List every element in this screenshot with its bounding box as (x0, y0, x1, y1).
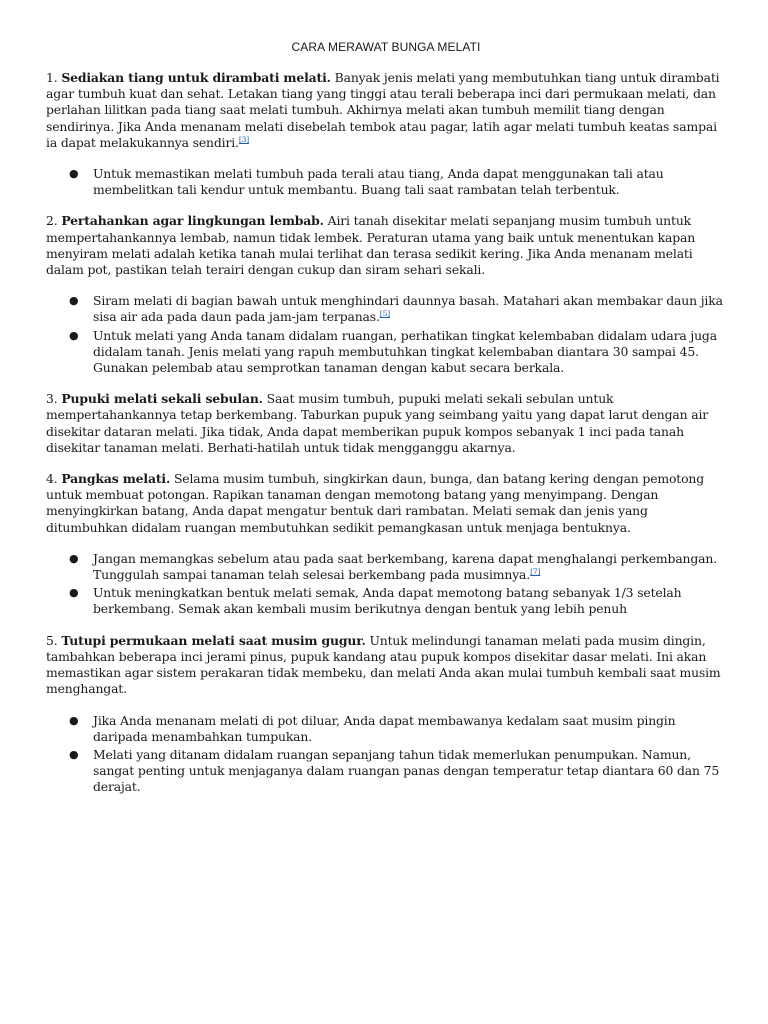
section-heading: Tutupi permukaan melati saat musim gugur. (61, 632, 366, 648)
bullet-item (46, 713, 726, 745)
bullet-icon: ● (69, 294, 79, 308)
section-body: Airi tanah disekitar melati sepanjang musim tumbuh untuk mempertahankannya lembab, namun tidak lembek. Peraturan utama yang baik untuk menentukan kapan menyiram melati adalah ketika tanah mulai terlihat dan terasa sedikit kering. Jika Anda menanam melati dalam pot, pastikan telah terairi dengan cukup dan siram sehari sekali. (46, 213, 696, 278)
bullet-text: Siram melati di bagian bawah untuk menghindari daunnya basah. Matahari akan membakar daun jika sisa air ada pada daun pada jam-jam terpanas. (93, 293, 723, 325)
bullet-item (46, 293, 726, 325)
section-number: 4. (46, 471, 58, 487)
bullet-item (46, 551, 726, 583)
section-number: 5. (46, 632, 58, 648)
section-body: Saat musim tumbuh, pupuki melati sekali sebulan untuk mempertahankannya tetap berkembang. Taburkan pupuk yang seimbang yaitu yang dapat larut dengan air disekitar dataran melati. Jika tidak, Anda dapat memberikan pupuk kompos sebanyak 1 inci pada tanah disekitar tanaman melati. Berhati-hatilah untuk tidak mengganggu akarnya. (46, 391, 709, 455)
section-4-paragraph (46, 471, 726, 536)
citation-link[interactable]: [7] (530, 566, 541, 576)
section-body: Untuk melindungi tanaman melati pada musim dingin, tambahkan beberapa inci jerami pinus, pupuk kandang atau pupuk kompos disekitar dasar melati. Ini akan memastikan agar sistem perakaran tidak membeku, dan melati Anda akan mulai tumbuh kembali saat musim menghangat. (46, 632, 721, 697)
bullet-text: Melati yang ditanam didalam ruangan sepanjang tahun tidak memerlukan penumpukan. Namun, sangat penting untuk menjaganya dalam ruangan panas dengan temperatur tetap diantara 60 dan 75 derajat. (93, 746, 720, 795)
bullet-item (46, 328, 726, 377)
section-4-bullets (46, 551, 726, 618)
section-body: Banyak jenis melati yang membutuhkan tiang untuk dirambati agar tumbuh kuat dan sehat. Letakan tiang yang tinggi atau terali beberapa inci dari permukaan melati, dan perlahan lilitkan pada tiang saat melati tumbuh. Akhirnya melati akan tumbuh memilit tiang dengan sendirinya. Jika Anda menanam melati disebelah tembok atau pagar, latih agar melati tumbuh keatas sampai ia dapat melakukannya sendiri. (46, 70, 720, 150)
section-3-paragraph (46, 391, 726, 456)
section-2-bullets (46, 293, 726, 376)
section-heading: Sediakan tiang untuk dirambati melati. (61, 70, 331, 85)
section-2-paragraph (46, 213, 726, 278)
section-number: 1. (46, 70, 58, 85)
section-heading: Pangkas melati. (61, 471, 171, 487)
bullet-icon: ● (69, 747, 79, 761)
bullet-item (46, 747, 726, 796)
section-5-bullets (46, 713, 726, 796)
section-5-paragraph (46, 633, 726, 698)
bullet-icon: ● (69, 713, 79, 727)
section-1-bullets (46, 166, 726, 198)
bullet-text: Untuk memastikan melati tumbuh pada terali atau tiang, Anda dapat menggunakan tali atau membelitkan tali kendur untuk membantu. Buang tali saat rambatan telah terbentuk. (93, 166, 664, 198)
bullet-icon: ● (69, 167, 79, 181)
citation-link[interactable]: [5] (379, 309, 390, 319)
bullet-text: Jangan memangkas sebelum atau pada saat berkembang, karena dapat menghalangi perkembangan. Tunggulah sampai tanaman telah selesai berkembang pada musimnya. (93, 550, 718, 583)
bullet-text: Untuk melati yang Anda tanam didalam ruangan, perhatikan tingkat kelembaban didalam udara juga didalam tanah. Jenis melati yang rapuh membutuhkan tingkat kelembaban diantara 30 sampai 45. Gunakan pelembab atau semprotkan tanaman dengan kabut secara berkala. (93, 327, 717, 376)
bullet-icon: ● (69, 551, 79, 565)
bullet-icon: ● (69, 328, 79, 342)
section-heading: Pupuki melati sekali sebulan. (61, 391, 263, 407)
bullet-text: Untuk meningkatkan bentuk melati semak, Anda dapat memotong batang sebanyak 1/3 setelah berkembang. Semak akan kembali musim berikutnya dengan bentuk yang lebih penuh (93, 585, 682, 617)
document-page (46, 38, 726, 811)
section-heading: Pertahankan agar lingkungan lembab. (61, 213, 324, 229)
section-body: Selama musim tumbuh, singkirkan daun, bunga, dan batang kering dengan pemotong untuk membuat potongan. Rapikan tanaman dengan memotong batang yang menyimpang. Dengan menyingkirkan batang, Anda dapat mengatur bentuk dari rambatan. Melati semak dan jenis yang ditumbuhkan didalam ruangan membutuhkan sedikit pemangkasan untuk menjaga bentuknya. (46, 471, 705, 535)
section-number: 3. (46, 391, 58, 407)
citation-link[interactable]: [3] (238, 134, 250, 144)
bullet-text: Jika Anda menanam melati di pot diluar, Anda dapat membawanya kedalam saat musim pingin daripada menambahkan tumpukan. (93, 712, 676, 744)
bullet-item (46, 585, 726, 617)
bullet-item (46, 166, 726, 198)
page-title: CARA MERAWAT BUNGA MELATI (291, 40, 481, 54)
section-number: 2. (46, 213, 58, 229)
section-1-paragraph (46, 70, 726, 151)
bullet-icon: ● (69, 586, 79, 600)
